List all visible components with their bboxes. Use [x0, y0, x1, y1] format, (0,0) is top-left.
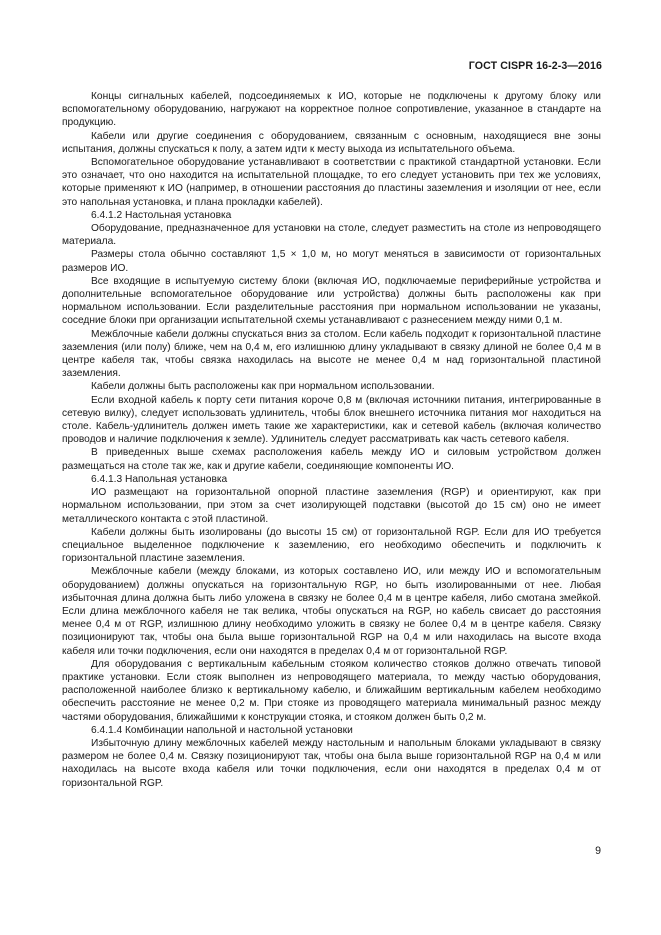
page-number: 9 — [595, 845, 601, 857]
paragraph: Все входящие в испытуемую систему блоки (включая ИО, подключаемые периферийные устройства и дополнительные вспомогательное оборудование или устройства) должны быть расположены как при нормальном использовании. Если разделительные расстояния при нормальном использовании не указаны, соседние блоки при организации испытательной схемы устанавливают с разнесением между ними 0,1 м. — [62, 275, 601, 327]
section-heading: 6.4.1.2 Настольная установка — [91, 209, 232, 221]
paragraph: Кабели или другие соединения с оборудованием, связанным с основным, находящиеся вне зоны испытания, должны спускаться к полу, а затем идти к месту выхода из испытательного объема. — [62, 130, 601, 155]
paragraph: Кабели должны быть расположены как при нормальном использовании. — [91, 381, 435, 393]
paragraph: Межблочные кабели должны спускаться вниз за столом. Если кабель подходит к горизонтальной пластине заземления (или полу) ближе, чем на 0,4 м, его излишнюю длину укладывают в связку длиной не более 0,4 м в центре кабеля так, чтобы связка находилась на высоте не менее 0,4 м над горизонтальной пластиной заземления. — [62, 328, 601, 380]
section-heading: 6.4.1.3 Напольная установка — [91, 473, 228, 485]
paragraph: Размеры стола обычно составляют 1,5 × 1,0 м, но могут меняться в зависимости от горизонтальных размеров ИО. — [62, 249, 601, 274]
standard-header: ГОСТ CISPR 16-2-3—2016 — [468, 60, 602, 72]
paragraph: Концы сигнальных кабелей, подсоединяемых к ИО, которые не подключены к другому блоку или вспомогательному оборудованию, нагружают на корректное полное сопротивление, указанное в стандарте на продукцию. — [62, 91, 601, 129]
section-heading: 6.4.1.4 Комбинации напольной и настольной установки — [91, 724, 353, 736]
paragraph: Для оборудования с вертикальным кабельным стояком количество стояков должно отвечать типовой практике установки. Если стояк выполнен из непроводящего материала, то между частью оборудования, расположенной наиболее близко к вертикальному кабелю, и ближайшим вертикальным кабелем необходимо обеспечить расстояние не менее 0,2 м. При стояке из проводящего материала минимальный разнос между частями оборудования, ближайшими к конструкции стояка, и стояком должен быть 0,2 м. — [62, 658, 601, 723]
paragraph: Вспомогательное оборудование устанавливают в соответствии с практикой стандартной установки. Если это означает, что оно находится на испытательной площадке, то его следует установить при тех же условиях, которые применяют к ИО (например, в отношении расстояния до пластины заземления и изоляции от нее, если это напольная установка, и плана прокладки кабелей). — [62, 157, 601, 208]
paragraph: Кабели должны быть изолированы (до высоты 15 см) от горизонтальной RGP. Если для ИО требуется специальное выделенное подключение к заземлению, его необходимо обеспечить и подключить к горизонтальной пластине заземления. — [62, 526, 601, 565]
body-text — [62, 90, 601, 790]
paragraph: Если входной кабель к порту сети питания короче 0,8 м (включая источники питания, интегрированные в сетевую вилку), следует использовать удлинитель, чтобы блок внешнего источника питания мог находиться на столе. Кабель-удлинитель должен иметь такие же характеристики, как и сетевой кабель (включая количество проводов и наличие подключения к земле). Удлинитель следует рассматривать как часть сетевого кабеля. — [62, 394, 601, 446]
paragraph: Межблочные кабели (между блоками, из которых составлено ИО, или между ИО и вспомогательным оборудованием) должны опускаться на горизонтальную RGP, но быть изолированными от нее. Любая избыточная длина должна быть либо уложена в связку не более 0,4 м в центре кабеля, либо смотана змейкой. Если длина межблочного кабеля не так велика, чтобы опускаться на RGP, но кабель свисает до расстояния менее 0,4 м от RGP, излишнюю длину необходимо уложить в связку не более 0,4 м в центре кабеля. Связку позиционируют так, чтобы она была выше горизонтальной RGP на 0,4 м или находилась на высоте входа кабеля или точки подключения, если они находятся в пределах 0,4 м от горизонтальной RGP. — [62, 566, 601, 657]
paragraph: Избыточную длину межблочных кабелей между настольным и напольным блоками укладывают в связку размером не более 0,4 м. Связку позиционируют так, чтобы она была выше горизонтальной RGP на 0,4 м или находилась на высоте входа кабеля или точки подключения, если они находятся в пределах 0,4 м от горизонтальной RGP. — [62, 737, 601, 789]
paragraph: В приведенных выше схемах расположения кабель между ИО и силовым устройством должен размещаться на столе так же, как и другие кабели, соединяющие компоненты ИО. — [62, 447, 601, 472]
paragraph: Оборудование, предназначенное для установки на столе, следует разместить на столе из непроводящего материала. — [62, 223, 601, 248]
paragraph: ИО размещают на горизонтальной опорной пластине заземления (RGP) и ориентируют, как при нормальном использовании, при этом за счет изолирующей подставки (высотой до 15 см) оно не имеет металлического контакта с этой пластиной. — [62, 487, 601, 525]
